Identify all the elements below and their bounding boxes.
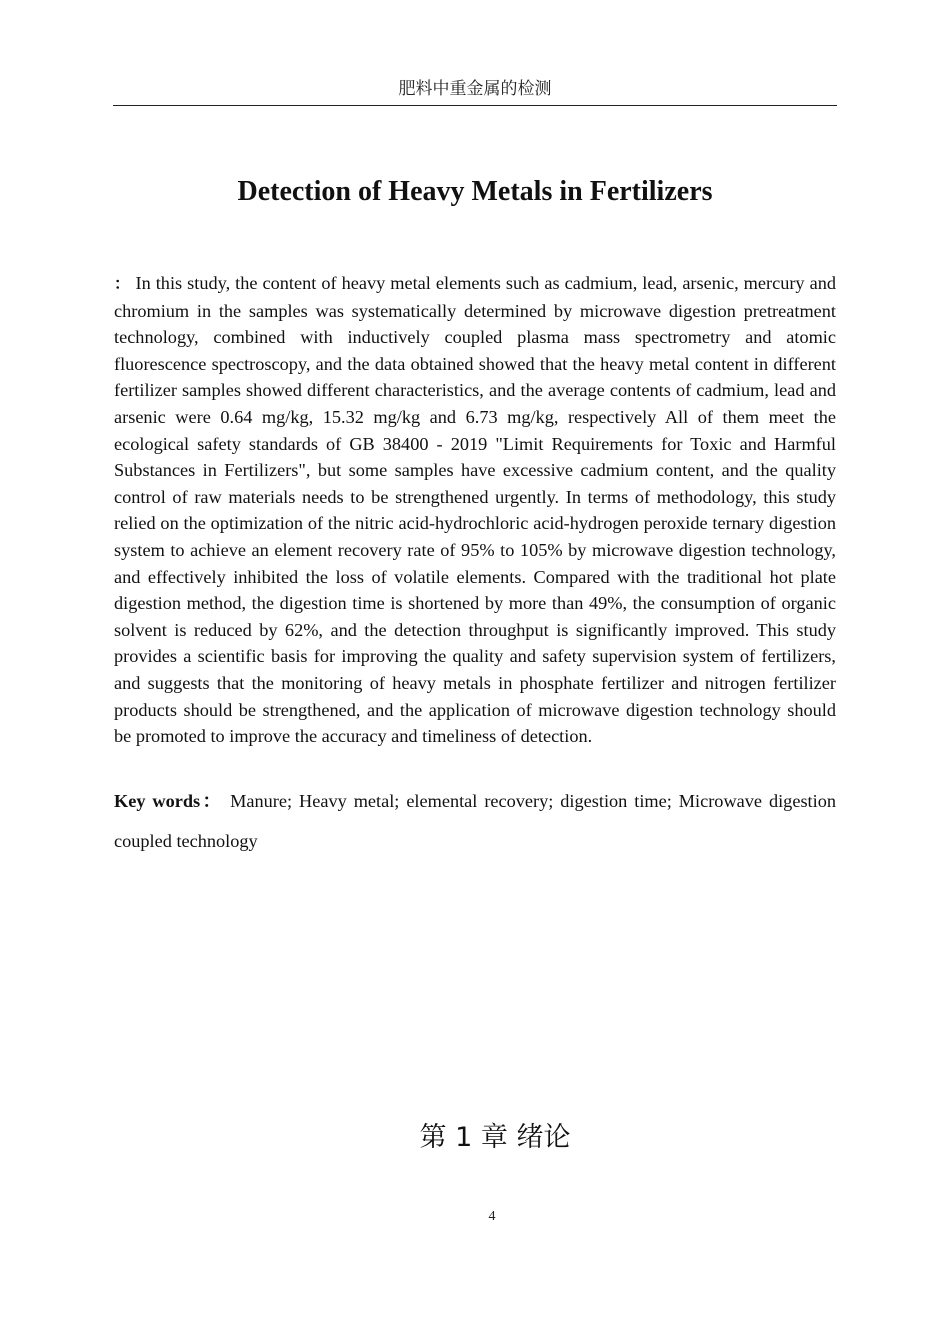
document-title: Detection of Heavy Metals in Fertilizers (237, 176, 713, 207)
abstract-label: ： (114, 274, 131, 293)
running-header-title: 肥料中重金属的检测 (398, 79, 552, 99)
keywords-paragraph (114, 781, 836, 861)
page-number: 4 (488, 1209, 496, 1224)
chapter-heading: 第 1 章 绪论 (419, 1122, 571, 1153)
running-header (113, 78, 837, 106)
keywords-text: Manure; Heavy metal; elemental recovery; digestion time; Microwave digestion coupled technology (114, 791, 836, 851)
abstract-text: In this study, the content of heavy metal elements such as cadmium, lead, arsenic, mercury and chromium in the samples was systematically determined by microwave digestion pretreatment technology, combined with inductively coupled plasma mass spectrometry and atomic fluorescence spectroscopy, and the data obtained showed that the heavy metal content in different fertilizer samples showed different characteristics, and the average contents of cadmium, lead and arsenic were 0.64 mg/kg, 15.32 mg/kg and 6.73 mg/kg, respectively All of them meet the ecological safety standards of GB 38400 - 2019 "Limit Requirements for Toxic and Harmful Substances in Fertilizers", but some samples have excessive cadmium content, and the quality control of raw materials needs to be strengthened urgently. In terms of methodology, this study relied on the optimization of the nitric acid-hydrochloric acid-hydrogen peroxide ternary digestion system to achieve an element recovery rate of 95% to 105% by microwave digestion technology, and effectively inhibited the loss of volatile elements. Compared with the traditional hot plate digestion method, the digestion time is shortened by more than 49%, the consumption of organic solvent is reduced by 62%, and the detection throughput is significantly improved. This study provides a scientific basis for improving the quality and safety supervision system of fertilizers, and suggests that the monitoring of heavy metals in phosphate fertilizer and nitrogen fertilizer products should be strengthened, and the application of microwave digestion technology should be promoted to improve the accuracy and timeliness of detection. (114, 273, 836, 747)
abstract-paragraph (114, 270, 836, 750)
keywords-label: Key words： (114, 791, 224, 811)
